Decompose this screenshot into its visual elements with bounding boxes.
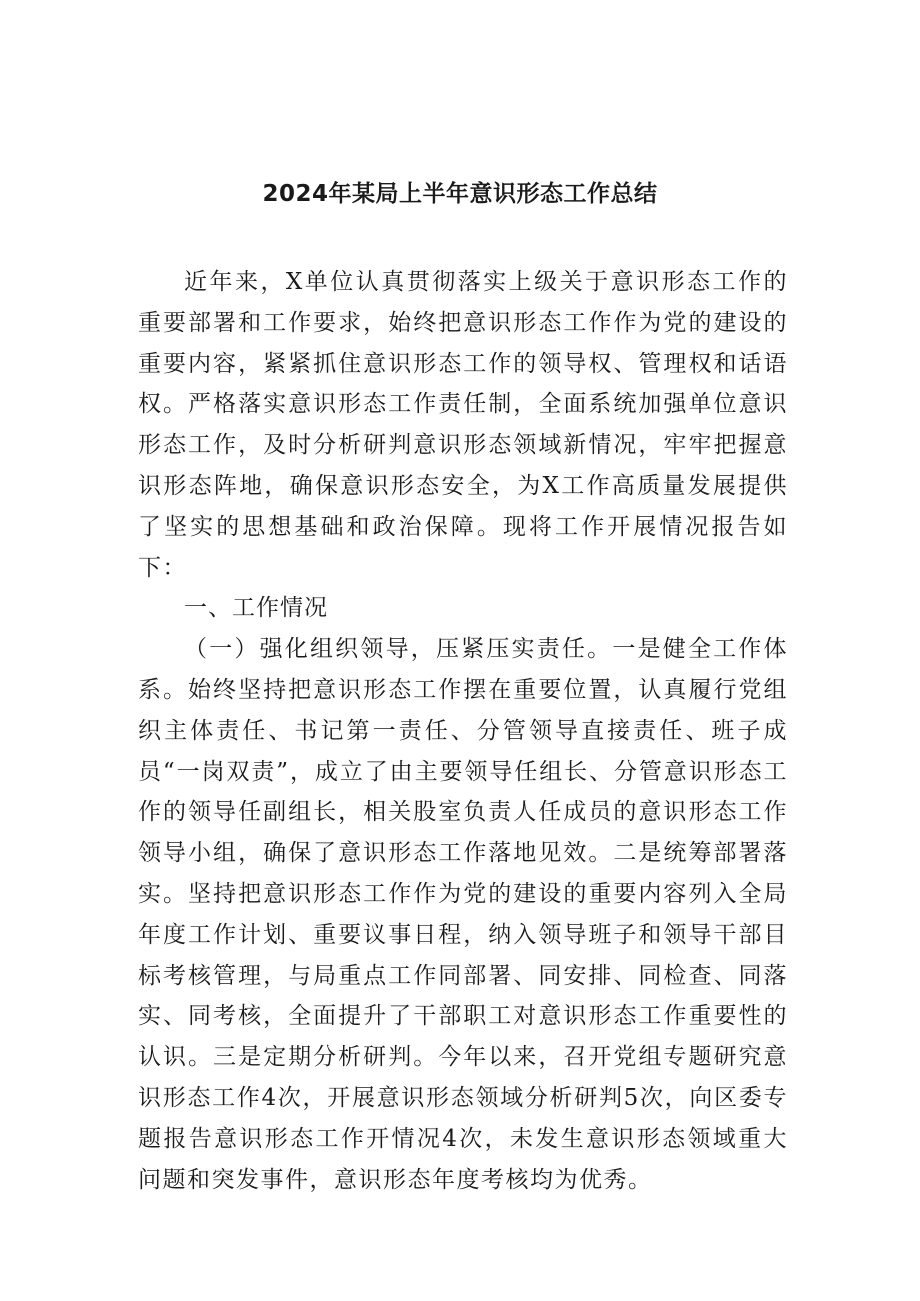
document-body xyxy=(138,262,788,1200)
section-heading-work-status: 一、工作情况 xyxy=(184,595,328,622)
intro-paragraph: 近年来，X单位认真贯彻落实上级关于意识形态工作的重要部署和工作要求，始终把意识形态工作作为党的建设的重要内容，紧紧抓住意识形态工作的领导权、管理权和话语权。严格落实意识形态工作责任制，全面系统加强单位意识形态工作，及时分析研判意识形态领域新情况，牢牢把握意识形态阵地，确保意识形态安全，为X工作高质量发展提供了坚实的思想基础和政治保障。现将工作开展情况报告如下： xyxy=(138,269,788,581)
section-1-paragraph-1: （一）强化组织领导，压紧压实责任。一是健全工作体系。始终坚持把意识形态工作摆在重要位置，认真履行党组织主体责任、书记第一责任、分管领导直接责任、班子成员“一岗双责”，成立了由主要领导任组长、分管意识形态工作的领导任副组长，相关股室负责人任成员的意识形态工作领导小组，确保了意识形态工作落地见效。二是统筹部署落实。坚持把意识形态工作作为党的建设的重要内容列入全局年度工作计划、重要议事日程，纳入领导班子和领导干部目标考核管理，与局重点工作同部署、同安排、同检查、同落实、同考核，全面提升了干部职工对意识形态工作重要性的认识。三是定期分析研判。今年以来，召开党组专题研究意识形态工作4次，开展意识形态领域分析研判5次，向区委专题报告意识形态工作开情况4次，未发生意识形态领域重大问题和突发事件，意识形态年度考核均为优秀。 xyxy=(138,636,788,1193)
document-title: 2024年某局上半年意识形态工作总结 xyxy=(262,181,658,207)
